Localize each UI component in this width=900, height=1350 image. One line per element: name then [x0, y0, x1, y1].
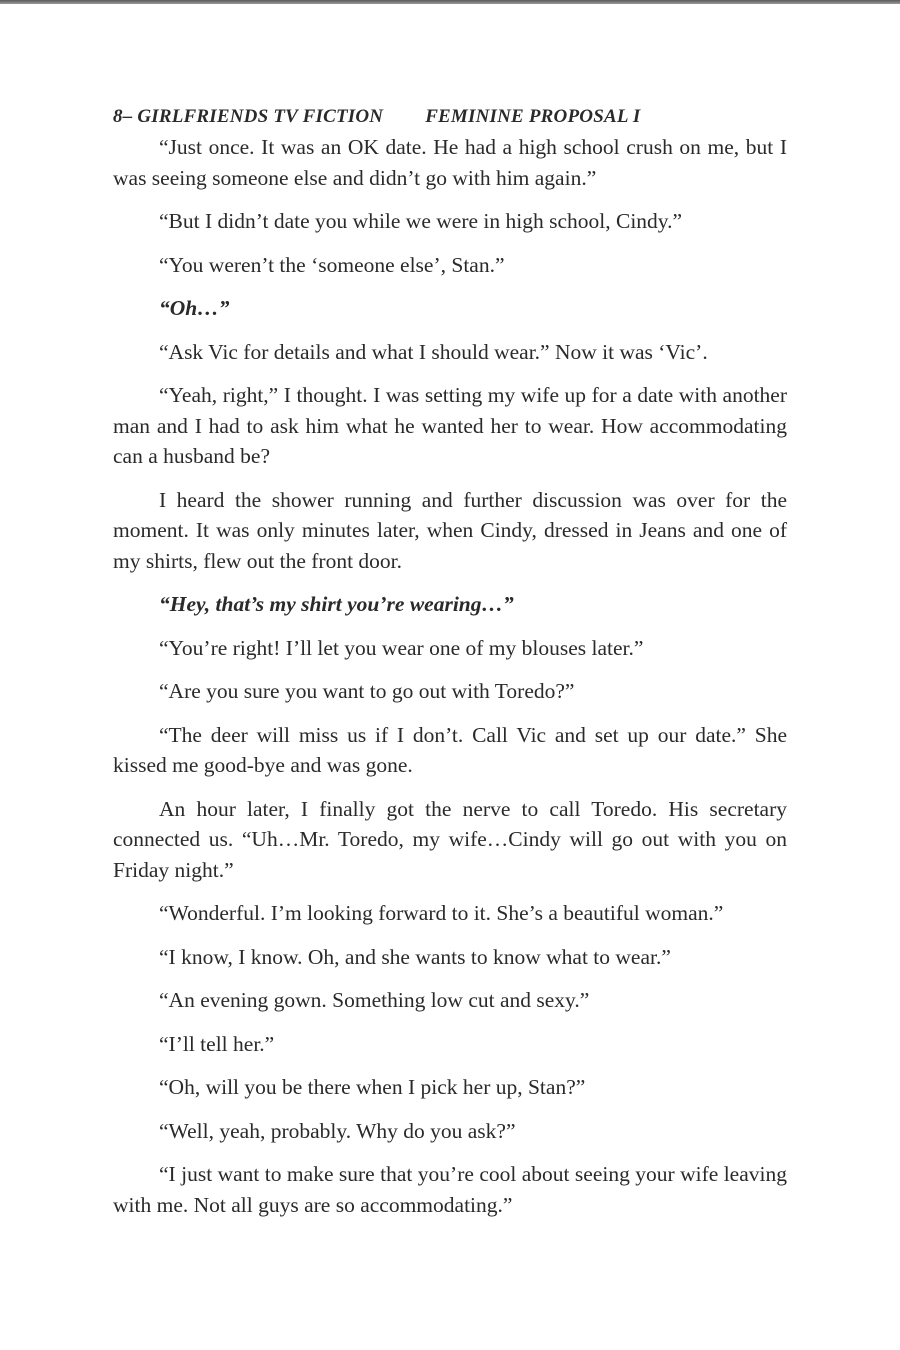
paragraph: “Oh, will you be there when I pick her up, Stan?”	[159, 1075, 586, 1099]
header-series: 8– GIRLFRIENDS TV FICTION	[113, 106, 384, 127]
running-header	[113, 104, 787, 130]
paragraph: An hour later, I finally got the nerve to call Toredo. His secretary connected us. “Uh…Mr. Toredo, my wife…Cindy will go out with you on Friday night.”	[113, 796, 787, 882]
paragraph: “Well, yeah, probably. Why do you ask?”	[159, 1118, 516, 1143]
paragraph: “I just want to make sure that you’re cool about seeing your wife leaving with me. Not all guys are so accommodating.”	[113, 1162, 787, 1217]
top-border-rule	[0, 0, 900, 4]
paragraph-emphasis: “Oh…”	[159, 296, 230, 320]
paragraph: “I know, I know. Oh, and she wants to know what to wear.”	[159, 944, 671, 969]
paragraph: “But I didn’t date you while we were in high school, Cindy.”	[159, 209, 683, 233]
paragraph: “The deer will miss us if I don’t. Call Vic and set up our date.” She kissed me good-bye and was gone.	[113, 722, 787, 777]
paragraph: “Ask Vic for details and what I should wear.” Now it was ‘Vic’.	[159, 339, 708, 364]
paragraph: “You weren’t the ‘someone else’, Stan.”	[159, 252, 505, 277]
paragraph: “Yeah, right,” I thought. I was setting my wife up for a date with another man and I had to ask him what he wanted her to wear. How accommodating can a husband be?	[113, 383, 787, 468]
paragraph: “An evening gown. Something low cut and sexy.”	[159, 988, 590, 1012]
paragraph: I heard the shower running and further discussion was over for the moment. It was only minutes later, when Cindy, dressed in Jeans and one of my shirts, flew out the front door.	[113, 487, 787, 573]
paragraph: “Are you sure you want to go out with Toredo?”	[159, 679, 575, 703]
paragraph: “You’re right! I’ll let you wear one of my blouses later.”	[159, 635, 644, 660]
paragraph-emphasis: “Hey, that’s my shirt you’re wearing…”	[159, 592, 514, 616]
book-page	[113, 104, 787, 1233]
paragraph: “Wonderful. I’m looking forward to it. She’s a beautiful woman.”	[159, 901, 724, 925]
paragraph: “Just once. It was an OK date. He had a high school crush on me, but I was seeing someone else and didn’t go with him again.”	[113, 135, 787, 190]
paragraph: “I’ll tell her.”	[159, 1031, 275, 1056]
header-book-title: FEMININE PROPOSAL I	[425, 106, 641, 127]
